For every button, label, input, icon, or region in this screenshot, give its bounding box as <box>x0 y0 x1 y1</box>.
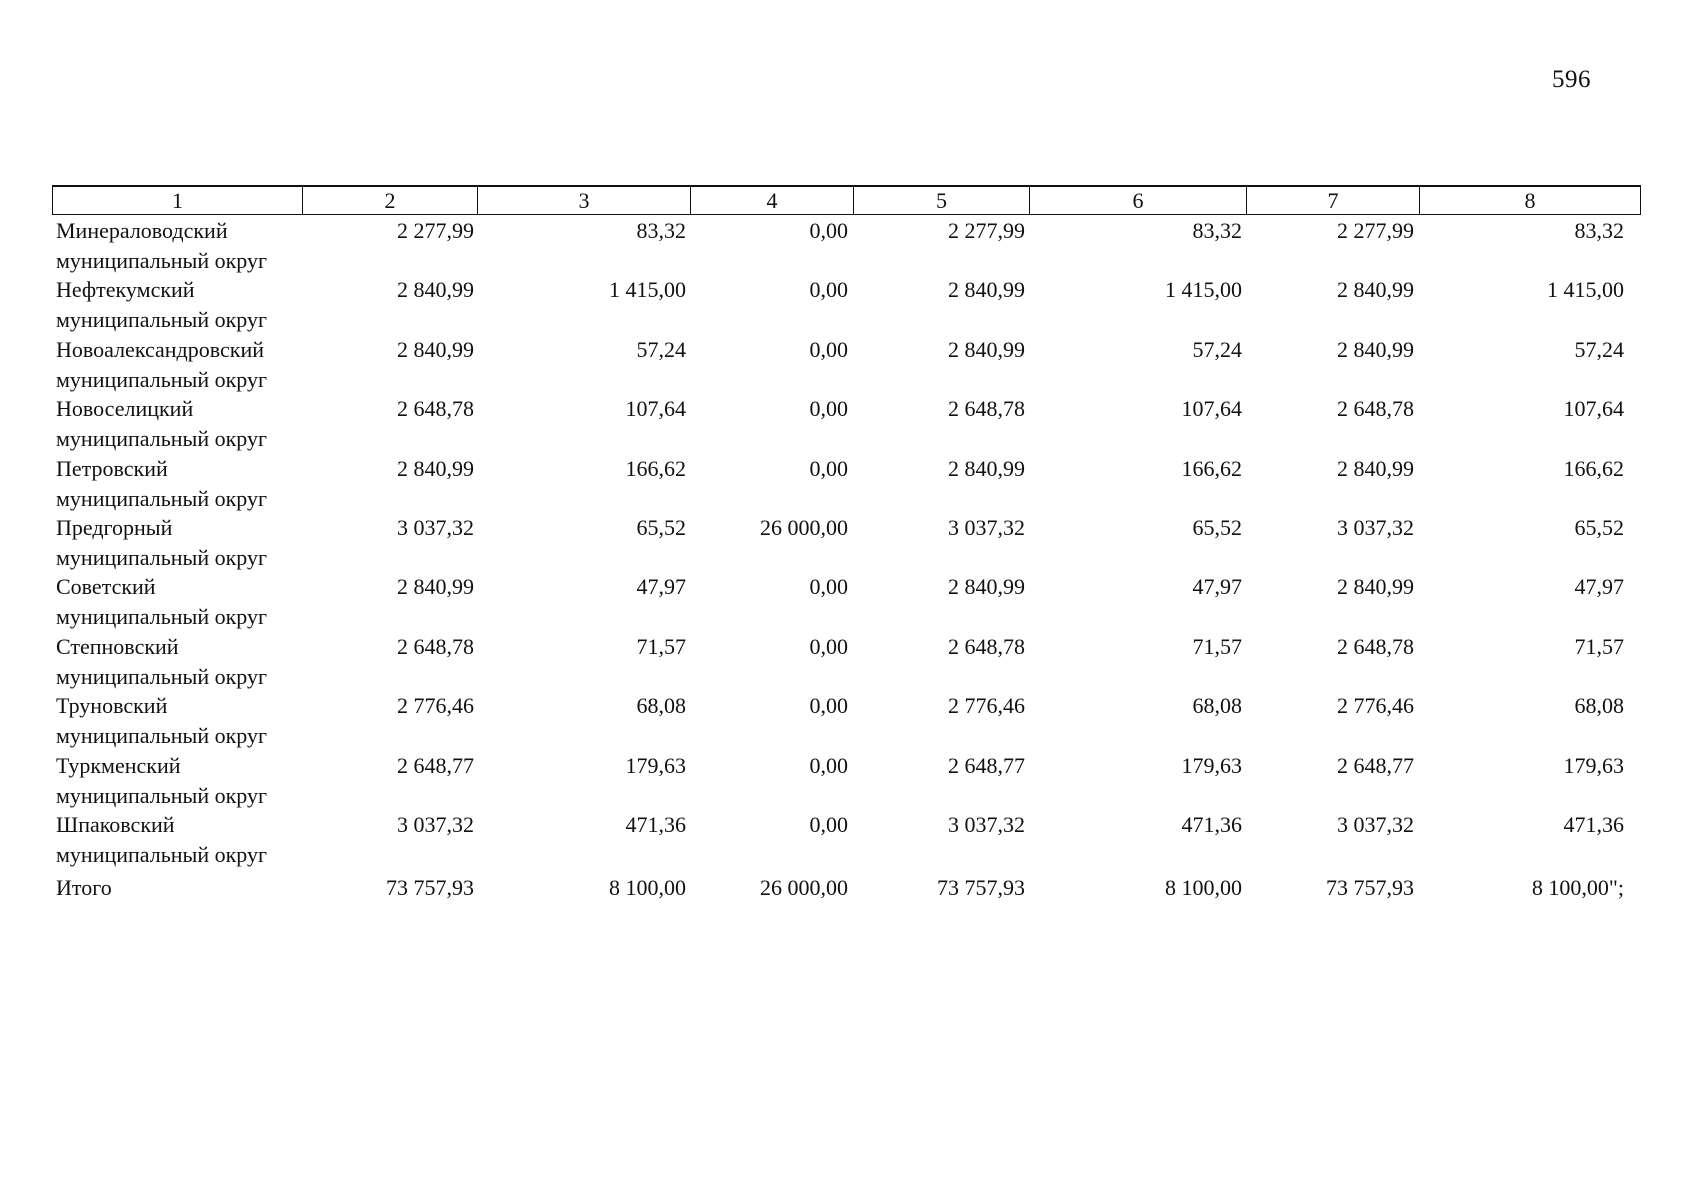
district-name-line2: муниципальный округ <box>56 663 268 689</box>
cell-col-4: 0,00 <box>809 277 848 303</box>
cell-col-3: 179,63 <box>625 752 686 778</box>
cell-col-7: 2 648,77 <box>1337 752 1414 778</box>
cell-col-5: 2 840,99 <box>948 336 1025 362</box>
cell-col-3: 8 100,00 <box>609 875 686 901</box>
district-name-line1: Труновский <box>56 693 168 719</box>
column-header-1: 1 <box>172 188 183 213</box>
cell-col-5: 2 277,99 <box>948 218 1025 243</box>
cell-col-8: 166,62 <box>1563 455 1624 481</box>
district-name <box>56 275 267 335</box>
district-name <box>56 810 267 870</box>
table-row <box>0 691 1696 750</box>
cell-col-8: 65,52 <box>1574 514 1624 540</box>
cell-col-2: 2 776,46 <box>397 693 474 719</box>
table-row <box>0 335 1696 394</box>
cell-col-6: 83,32 <box>1192 218 1242 243</box>
cell-col-7: 2 840,99 <box>1337 336 1414 362</box>
cell-col-6: 179,63 <box>1181 752 1242 778</box>
column-number-header-row <box>52 185 1641 215</box>
cell-col-2: 2 840,99 <box>397 336 474 362</box>
cell-col-8: 471,36 <box>1563 811 1624 837</box>
table-row <box>0 632 1696 691</box>
cell-col-6: 8 100,00 <box>1165 875 1242 901</box>
column-header-3: 3 <box>477 187 690 214</box>
district-name-line1: Степновский <box>56 633 179 659</box>
page-number: 596 <box>1552 66 1591 93</box>
cell-col-3: 166,62 <box>625 455 686 481</box>
cell-col-2: 3 037,32 <box>397 811 474 837</box>
cell-col-5: 3 037,32 <box>948 514 1025 540</box>
district-name-line1: Новоалександровский <box>56 336 264 362</box>
cell-col-2: 2 840,99 <box>397 277 474 303</box>
cell-col-5: 2 840,99 <box>948 455 1025 481</box>
column-header-5: 5 <box>853 187 1029 214</box>
cell-col-8: 68,08 <box>1574 693 1624 719</box>
table-row <box>0 454 1696 513</box>
table-row <box>0 394 1696 453</box>
cell-col-2: 2 648,78 <box>397 396 474 422</box>
cell-col-6: 471,36 <box>1181 811 1242 837</box>
cell-col-8: 71,57 <box>1574 633 1624 659</box>
cell-col-3: 471,36 <box>625 811 686 837</box>
cell-col-4: 0,00 <box>809 336 848 362</box>
cell-col-8: 1 415,00 <box>1547 277 1624 303</box>
cell-col-5: 73 757,93 <box>937 875 1025 901</box>
table-row <box>0 275 1696 334</box>
total-row <box>0 873 1696 932</box>
district-name-line2: муниципальный округ <box>56 604 268 630</box>
cell-col-3: 68,08 <box>636 693 686 719</box>
cell-col-5: 2 648,78 <box>948 396 1025 422</box>
district-name <box>56 751 267 811</box>
cell-col-4: 0,00 <box>809 396 848 422</box>
district-name <box>56 691 267 751</box>
table-row <box>0 216 1696 275</box>
cell-col-2: 3 037,32 <box>397 514 474 540</box>
district-name <box>56 572 267 632</box>
cell-col-2: 2 648,77 <box>397 752 474 778</box>
cell-col-6: 57,24 <box>1192 336 1242 362</box>
cell-col-3: 71,57 <box>636 633 686 659</box>
cell-col-4: 26 000,00 <box>760 514 848 540</box>
district-name <box>56 513 267 573</box>
district-name-line2: муниципальный округ <box>56 307 268 333</box>
district-name <box>56 216 267 276</box>
cell-col-2: 2 277,99 <box>397 218 474 243</box>
cell-col-5: 2 840,99 <box>948 574 1025 600</box>
cell-col-4: 0,00 <box>809 455 848 481</box>
district-name <box>56 632 267 692</box>
cell-col-8: 47,97 <box>1574 574 1624 600</box>
cell-col-8: 57,24 <box>1574 336 1624 362</box>
column-header-2: 2 <box>302 187 477 214</box>
cell-col-6: 71,57 <box>1192 633 1242 659</box>
cell-col-8: 8 100,00"; <box>1531 875 1624 901</box>
cell-col-4: 0,00 <box>809 218 848 243</box>
cell-col-7: 2 776,46 <box>1337 693 1414 719</box>
cell-col-4: 0,00 <box>809 574 848 600</box>
cell-col-2: 73 757,93 <box>386 875 474 901</box>
cell-col-8: 179,63 <box>1563 752 1624 778</box>
total-label: Итого <box>56 875 112 901</box>
district-name-line2: муниципальный округ <box>56 248 268 273</box>
cell-col-7: 3 037,32 <box>1337 811 1414 837</box>
district-name <box>56 394 267 454</box>
cell-col-4: 26 000,00 <box>760 875 848 901</box>
district-name-line2: муниципальный округ <box>56 544 268 570</box>
district-name-line2: муниципальный округ <box>56 782 268 808</box>
district-name-line1: Туркменский <box>56 752 181 778</box>
cell-col-2: 2 840,99 <box>397 455 474 481</box>
cell-col-8: 107,64 <box>1563 396 1624 422</box>
column-header-6: 6 <box>1029 187 1246 214</box>
cell-col-7: 2 648,78 <box>1337 633 1414 659</box>
cell-col-4: 0,00 <box>809 693 848 719</box>
cell-col-7: 2 277,99 <box>1337 218 1414 243</box>
cell-col-3: 65,52 <box>636 514 686 540</box>
cell-col-2: 2 840,99 <box>397 574 474 600</box>
table-row <box>0 572 1696 631</box>
cell-col-4: 0,00 <box>809 633 848 659</box>
cell-col-5: 3 037,32 <box>948 811 1025 837</box>
district-name-line1: Минераловодский <box>56 218 228 243</box>
district-name <box>56 454 267 514</box>
cell-col-7: 3 037,32 <box>1337 514 1414 540</box>
cell-col-5: 2 840,99 <box>948 277 1025 303</box>
cell-col-7: 2 840,99 <box>1337 277 1414 303</box>
district-name-line2: муниципальный округ <box>56 723 268 749</box>
cell-col-6: 1 415,00 <box>1165 277 1242 303</box>
data-table-body <box>0 216 1696 933</box>
cell-col-5: 2 648,78 <box>948 633 1025 659</box>
cell-col-2: 2 648,78 <box>397 633 474 659</box>
district-name-line1: Петровский <box>56 455 168 481</box>
district-name-line1: Шпаковский <box>56 811 175 837</box>
cell-col-6: 166,62 <box>1181 455 1242 481</box>
cell-col-5: 2 776,46 <box>948 693 1025 719</box>
cell-col-3: 1 415,00 <box>609 277 686 303</box>
cell-col-3: 107,64 <box>625 396 686 422</box>
cell-col-6: 65,52 <box>1192 514 1242 540</box>
district-name-line2: муниципальный округ <box>56 841 268 867</box>
district-name-line2: муниципальный округ <box>56 485 268 511</box>
cell-col-4: 0,00 <box>809 752 848 778</box>
cell-col-3: 47,97 <box>636 574 686 600</box>
cell-col-7: 73 757,93 <box>1326 875 1414 901</box>
cell-col-7: 2 648,78 <box>1337 396 1414 422</box>
district-name-line2: муниципальный округ <box>56 426 268 452</box>
column-header-8: 8 <box>1419 187 1640 214</box>
cell-col-6: 68,08 <box>1192 693 1242 719</box>
district-name-line1: Предгорный <box>56 514 173 540</box>
table-row <box>0 751 1696 810</box>
district-name-line1: Советский <box>56 574 156 600</box>
cell-col-8: 83,32 <box>1574 218 1624 243</box>
column-header-7: 7 <box>1246 187 1419 214</box>
district-name-line1: Нефтекумский <box>56 277 195 303</box>
district-name <box>56 335 267 395</box>
cell-col-3: 83,32 <box>636 218 686 243</box>
column-header-4: 4 <box>690 187 853 214</box>
district-name-line2: муниципальный округ <box>56 366 268 392</box>
district-name-line1: Новоселицкий <box>56 396 194 422</box>
cell-col-6: 107,64 <box>1181 396 1242 422</box>
cell-col-5: 2 648,77 <box>948 752 1025 778</box>
cell-col-4: 0,00 <box>809 811 848 837</box>
table-row <box>0 513 1696 572</box>
table-row <box>0 810 1696 869</box>
cell-col-7: 2 840,99 <box>1337 574 1414 600</box>
cell-col-7: 2 840,99 <box>1337 455 1414 481</box>
cell-col-6: 47,97 <box>1192 574 1242 600</box>
cell-col-3: 57,24 <box>636 336 686 362</box>
